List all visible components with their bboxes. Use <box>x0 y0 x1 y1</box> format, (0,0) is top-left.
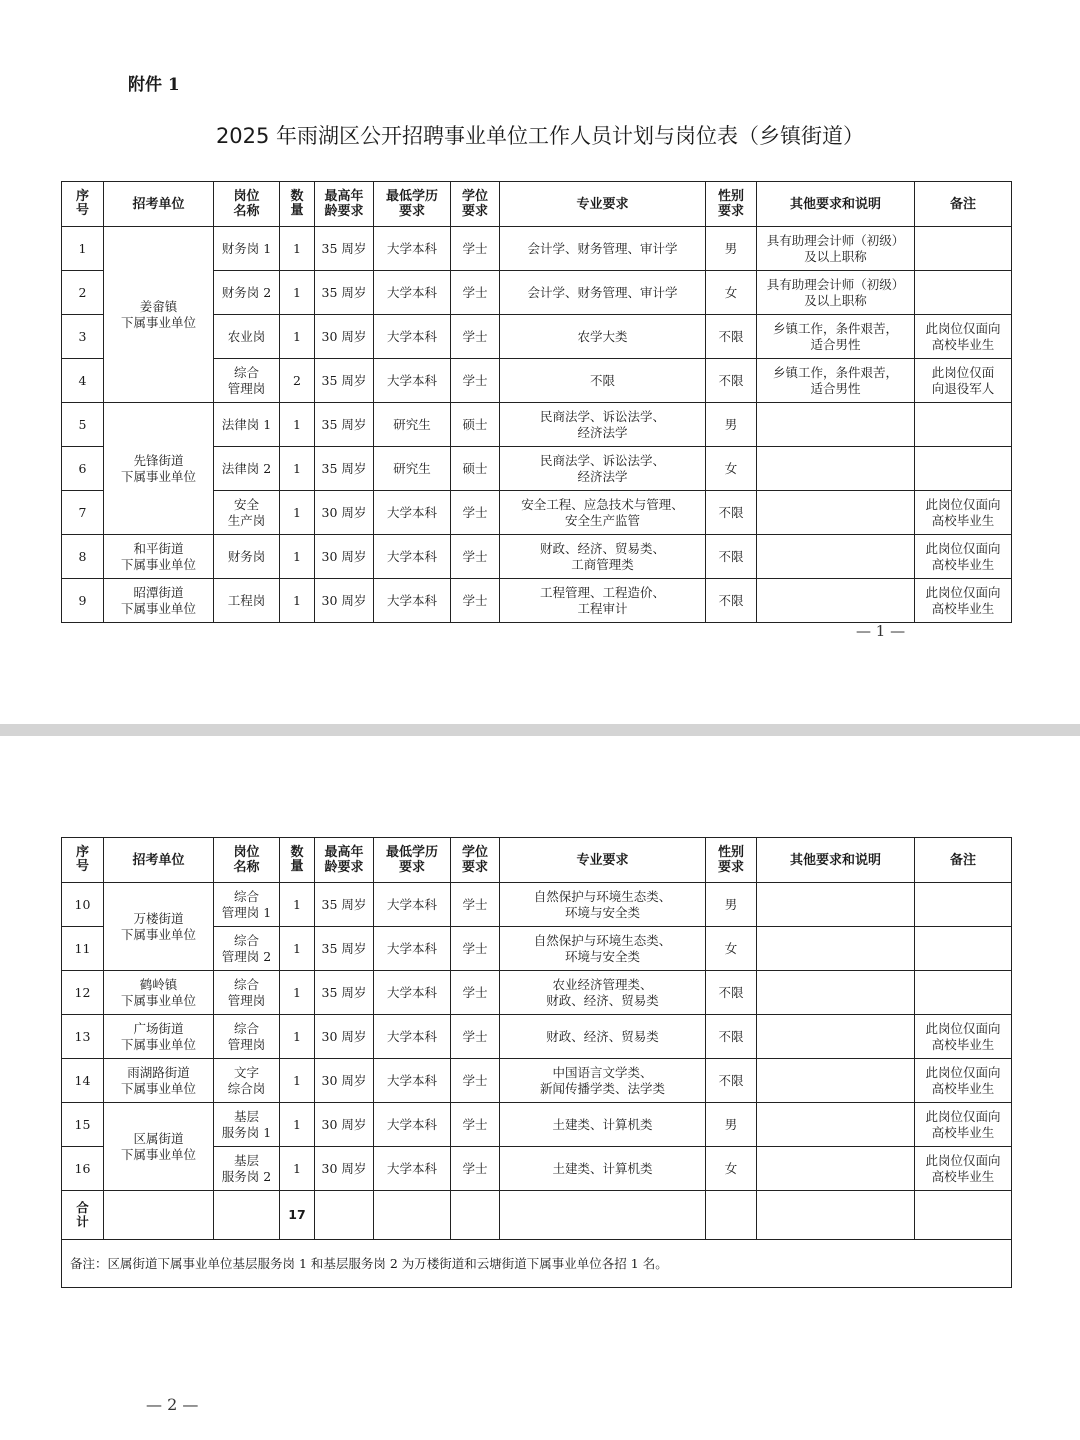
total-count: 17 <box>280 1191 315 1240</box>
empty-cell <box>500 1191 706 1240</box>
unit-cell: 雨湖路街道 下属事业单位 <box>104 1059 214 1103</box>
gender-cell: 不限 <box>706 491 757 535</box>
remark-cell: 此岗位仅面向 高校毕业生 <box>915 491 1012 535</box>
age-cell: 30 周岁 <box>315 491 374 535</box>
age-cell: 35 周岁 <box>315 927 374 971</box>
table-row <box>62 227 1012 271</box>
other-cell <box>757 403 915 447</box>
degree-cell: 学士 <box>451 971 500 1015</box>
header-gender: 性别 要求 <box>706 838 757 883</box>
degree-cell: 学士 <box>451 315 500 359</box>
count-cell: 1 <box>280 447 315 491</box>
row-no: 7 <box>62 491 104 535</box>
post-cell: 法律岗 2 <box>214 447 280 491</box>
major-cell: 自然保护与环境生态类、 环境与安全类 <box>500 883 706 927</box>
unit-cell: 先锋街道 下属事业单位 <box>104 403 214 535</box>
header-major: 专业要求 <box>500 182 706 227</box>
post-cell: 农业岗 <box>214 315 280 359</box>
degree-cell: 学士 <box>451 359 500 403</box>
age-cell: 35 周岁 <box>315 971 374 1015</box>
empty-cell <box>315 1191 374 1240</box>
degree-cell: 学士 <box>451 1103 500 1147</box>
remark-cell: 此岗位仅面向 高校毕业生 <box>915 1147 1012 1191</box>
count-cell: 1 <box>280 1015 315 1059</box>
degree-cell: 硕士 <box>451 447 500 491</box>
age-cell: 35 周岁 <box>315 227 374 271</box>
education-cell: 大学本科 <box>374 1147 451 1191</box>
table-row <box>62 1015 1012 1059</box>
other-cell <box>757 1103 915 1147</box>
other-cell <box>757 1015 915 1059</box>
gender-cell: 女 <box>706 271 757 315</box>
row-no: 9 <box>62 579 104 623</box>
header-gender: 性别 要求 <box>706 182 757 227</box>
row-no: 11 <box>62 927 104 971</box>
major-cell: 民商法学、诉讼法学、 经济法学 <box>500 447 706 491</box>
table-row <box>62 1103 1012 1147</box>
document-title: 2025 年雨湖区公开招聘事业单位工作人员计划与岗位表（乡镇街道） <box>215 124 865 148</box>
major-cell: 财政、经济、贸易类 <box>500 1015 706 1059</box>
unit-cell: 鹤岭镇 下属事业单位 <box>104 971 214 1015</box>
post-cell: 法律岗 1 <box>214 403 280 447</box>
major-cell: 会计学、财务管理、审计学 <box>500 227 706 271</box>
table-header-row <box>62 838 1012 883</box>
major-cell: 中国语言文学类、 新闻传播学类、法学类 <box>500 1059 706 1103</box>
major-cell: 土建类、计算机类 <box>500 1147 706 1191</box>
degree-cell: 学士 <box>451 927 500 971</box>
education-cell: 大学本科 <box>374 315 451 359</box>
major-cell: 会计学、财务管理、审计学 <box>500 271 706 315</box>
remark-cell <box>915 403 1012 447</box>
empty-cell <box>757 1191 915 1240</box>
remark-cell: 此岗位仅面 向退役军人 <box>915 359 1012 403</box>
education-cell: 研究生 <box>374 447 451 491</box>
post-cell: 综合 管理岗 2 <box>214 927 280 971</box>
row-no: 4 <box>62 359 104 403</box>
header-degree: 学位 要求 <box>451 838 500 883</box>
header-other: 其他要求和说明 <box>757 838 915 883</box>
age-cell: 30 周岁 <box>315 535 374 579</box>
other-cell: 乡镇工作，条件艰苦， 适合男性 <box>757 359 915 403</box>
major-cell: 财政、经济、贸易类、 工商管理类 <box>500 535 706 579</box>
education-cell: 大学本科 <box>374 883 451 927</box>
gender-cell: 不限 <box>706 579 757 623</box>
header-count: 数 量 <box>280 182 315 227</box>
header-other: 其他要求和说明 <box>757 182 915 227</box>
table-row <box>62 579 1012 623</box>
degree-cell: 学士 <box>451 579 500 623</box>
degree-cell: 学士 <box>451 491 500 535</box>
other-cell <box>757 883 915 927</box>
unit-cell: 昭潭街道 下属事业单位 <box>104 579 214 623</box>
row-no: 2 <box>62 271 104 315</box>
other-cell <box>757 579 915 623</box>
age-cell: 30 周岁 <box>315 579 374 623</box>
header-age: 最高年 龄要求 <box>315 182 374 227</box>
major-cell: 工程管理、工程造价、 工程审计 <box>500 579 706 623</box>
major-cell: 民商法学、诉讼法学、 经济法学 <box>500 403 706 447</box>
age-cell: 35 周岁 <box>315 271 374 315</box>
age-cell: 30 周岁 <box>315 315 374 359</box>
age-cell: 35 周岁 <box>315 403 374 447</box>
header-remark: 备注 <box>915 838 1012 883</box>
row-no: 3 <box>62 315 104 359</box>
header-education: 最低学历 要求 <box>374 838 451 883</box>
education-cell: 大学本科 <box>374 227 451 271</box>
remark-cell: 此岗位仅面向 高校毕业生 <box>915 535 1012 579</box>
age-cell: 35 周岁 <box>315 359 374 403</box>
header-education: 最低学历 要求 <box>374 182 451 227</box>
count-cell: 2 <box>280 359 315 403</box>
table-header-row <box>62 182 1012 227</box>
recruitment-table-page-1 <box>61 181 1012 623</box>
degree-cell: 学士 <box>451 271 500 315</box>
row-no: 8 <box>62 535 104 579</box>
row-no: 1 <box>62 227 104 271</box>
header-post: 岗位 名称 <box>214 838 280 883</box>
page-separator <box>0 724 1080 736</box>
count-cell: 1 <box>280 403 315 447</box>
degree-cell: 学士 <box>451 1059 500 1103</box>
row-no: 14 <box>62 1059 104 1103</box>
degree-cell: 学士 <box>451 227 500 271</box>
count-cell: 1 <box>280 579 315 623</box>
row-no: 15 <box>62 1103 104 1147</box>
note-row <box>62 1240 1012 1288</box>
table-row <box>62 971 1012 1015</box>
post-cell: 基层 服务岗 2 <box>214 1147 280 1191</box>
gender-cell: 不限 <box>706 971 757 1015</box>
education-cell: 大学本科 <box>374 579 451 623</box>
empty-cell <box>374 1191 451 1240</box>
remark-cell: 此岗位仅面向 高校毕业生 <box>915 315 1012 359</box>
other-cell: 具有助理会计师（初级） 及以上职称 <box>757 271 915 315</box>
other-cell <box>757 1147 915 1191</box>
age-cell: 35 周岁 <box>315 883 374 927</box>
header-unit: 招考单位 <box>104 182 214 227</box>
header-post: 岗位 名称 <box>214 182 280 227</box>
remark-cell <box>915 447 1012 491</box>
gender-cell: 男 <box>706 883 757 927</box>
age-cell: 30 周岁 <box>315 1103 374 1147</box>
other-cell <box>757 927 915 971</box>
page-number: — 2 — <box>146 1395 199 1414</box>
remark-cell: 此岗位仅面向 高校毕业生 <box>915 1103 1012 1147</box>
count-cell: 1 <box>280 315 315 359</box>
header-unit: 招考单位 <box>104 838 214 883</box>
empty-cell <box>451 1191 500 1240</box>
gender-cell: 不限 <box>706 315 757 359</box>
row-no: 5 <box>62 403 104 447</box>
other-cell <box>757 447 915 491</box>
unit-cell: 和平街道 下属事业单位 <box>104 535 214 579</box>
empty-cell <box>104 1191 214 1240</box>
other-cell: 具有助理会计师（初级） 及以上职称 <box>757 227 915 271</box>
education-cell: 大学本科 <box>374 491 451 535</box>
age-cell: 35 周岁 <box>315 447 374 491</box>
post-cell: 综合 管理岗 <box>214 1015 280 1059</box>
table-row <box>62 535 1012 579</box>
age-cell: 30 周岁 <box>315 1147 374 1191</box>
post-cell: 财务岗 1 <box>214 227 280 271</box>
degree-cell: 学士 <box>451 1015 500 1059</box>
unit-cell: 区属街道 下属事业单位 <box>104 1103 214 1191</box>
other-cell <box>757 535 915 579</box>
unit-cell: 姜畲镇 下属事业单位 <box>104 227 214 403</box>
row-no: 16 <box>62 1147 104 1191</box>
row-no: 13 <box>62 1015 104 1059</box>
header-major: 专业要求 <box>500 838 706 883</box>
unit-cell: 万楼街道 下属事业单位 <box>104 883 214 971</box>
gender-cell: 不限 <box>706 1059 757 1103</box>
gender-cell: 不限 <box>706 1015 757 1059</box>
major-cell: 土建类、计算机类 <box>500 1103 706 1147</box>
education-cell: 大学本科 <box>374 271 451 315</box>
post-cell: 基层 服务岗 1 <box>214 1103 280 1147</box>
gender-cell: 男 <box>706 403 757 447</box>
degree-cell: 学士 <box>451 1147 500 1191</box>
header-count: 数 量 <box>280 838 315 883</box>
table-row <box>62 883 1012 927</box>
degree-cell: 学士 <box>451 535 500 579</box>
count-cell: 1 <box>280 227 315 271</box>
table-row <box>62 403 1012 447</box>
remark-cell: 此岗位仅面向 高校毕业生 <box>915 1059 1012 1103</box>
empty-cell <box>706 1191 757 1240</box>
education-cell: 研究生 <box>374 403 451 447</box>
table-note: 备注：区属街道下属事业单位基层服务岗 1 和基层服务岗 2 为万楼街道和云塘街道下属事业单位各招 1 名。 <box>62 1240 1012 1288</box>
gender-cell: 不限 <box>706 359 757 403</box>
remark-cell <box>915 271 1012 315</box>
attachment-label: 附件 1 <box>128 75 180 95</box>
header-no: 序 号 <box>62 182 104 227</box>
empty-cell <box>214 1191 280 1240</box>
remark-cell <box>915 227 1012 271</box>
education-cell: 大学本科 <box>374 1015 451 1059</box>
post-cell: 工程岗 <box>214 579 280 623</box>
major-cell: 不限 <box>500 359 706 403</box>
degree-cell: 学士 <box>451 883 500 927</box>
education-cell: 大学本科 <box>374 1103 451 1147</box>
count-cell: 1 <box>280 271 315 315</box>
education-cell: 大学本科 <box>374 359 451 403</box>
header-degree: 学位 要求 <box>451 182 500 227</box>
count-cell: 1 <box>280 1103 315 1147</box>
count-cell: 1 <box>280 1059 315 1103</box>
post-cell: 财务岗 <box>214 535 280 579</box>
remark-cell <box>915 971 1012 1015</box>
post-cell: 综合 管理岗 <box>214 359 280 403</box>
count-cell: 1 <box>280 535 315 579</box>
post-cell: 安全 生产岗 <box>214 491 280 535</box>
age-cell: 30 周岁 <box>315 1059 374 1103</box>
education-cell: 大学本科 <box>374 927 451 971</box>
major-cell: 农业经济管理类、 财政、经济、贸易类 <box>500 971 706 1015</box>
post-cell: 文字 综合岗 <box>214 1059 280 1103</box>
page-number: — 1 — <box>856 622 906 640</box>
remark-cell <box>915 927 1012 971</box>
age-cell: 30 周岁 <box>315 1015 374 1059</box>
header-remark: 备注 <box>915 182 1012 227</box>
other-cell <box>757 1059 915 1103</box>
header-no: 序 号 <box>62 838 104 883</box>
count-cell: 1 <box>280 971 315 1015</box>
other-cell <box>757 971 915 1015</box>
gender-cell: 不限 <box>706 535 757 579</box>
education-cell: 大学本科 <box>374 971 451 1015</box>
total-label: 合 计 <box>62 1191 104 1240</box>
recruitment-table-page-2 <box>61 837 1012 1288</box>
remark-cell: 此岗位仅面向 高校毕业生 <box>915 579 1012 623</box>
major-cell: 安全工程、应急技术与管理、 安全生产监管 <box>500 491 706 535</box>
other-cell <box>757 491 915 535</box>
count-cell: 1 <box>280 927 315 971</box>
education-cell: 大学本科 <box>374 535 451 579</box>
major-cell: 自然保护与环境生态类、 环境与安全类 <box>500 927 706 971</box>
total-row <box>62 1191 1012 1240</box>
other-cell: 乡镇工作，条件艰苦， 适合男性 <box>757 315 915 359</box>
post-cell: 财务岗 2 <box>214 271 280 315</box>
gender-cell: 男 <box>706 227 757 271</box>
gender-cell: 女 <box>706 927 757 971</box>
row-no: 12 <box>62 971 104 1015</box>
empty-cell <box>915 1191 1012 1240</box>
count-cell: 1 <box>280 1147 315 1191</box>
remark-cell: 此岗位仅面向 高校毕业生 <box>915 1015 1012 1059</box>
gender-cell: 男 <box>706 1103 757 1147</box>
unit-cell: 广场街道 下属事业单位 <box>104 1015 214 1059</box>
table-row <box>62 1059 1012 1103</box>
gender-cell: 女 <box>706 1147 757 1191</box>
row-no: 6 <box>62 447 104 491</box>
post-cell: 综合 管理岗 <box>214 971 280 1015</box>
post-cell: 综合 管理岗 1 <box>214 883 280 927</box>
count-cell: 1 <box>280 883 315 927</box>
row-no: 10 <box>62 883 104 927</box>
education-cell: 大学本科 <box>374 1059 451 1103</box>
major-cell: 农学大类 <box>500 315 706 359</box>
gender-cell: 女 <box>706 447 757 491</box>
count-cell: 1 <box>280 491 315 535</box>
remark-cell <box>915 883 1012 927</box>
header-age: 最高年 龄要求 <box>315 838 374 883</box>
degree-cell: 硕士 <box>451 403 500 447</box>
